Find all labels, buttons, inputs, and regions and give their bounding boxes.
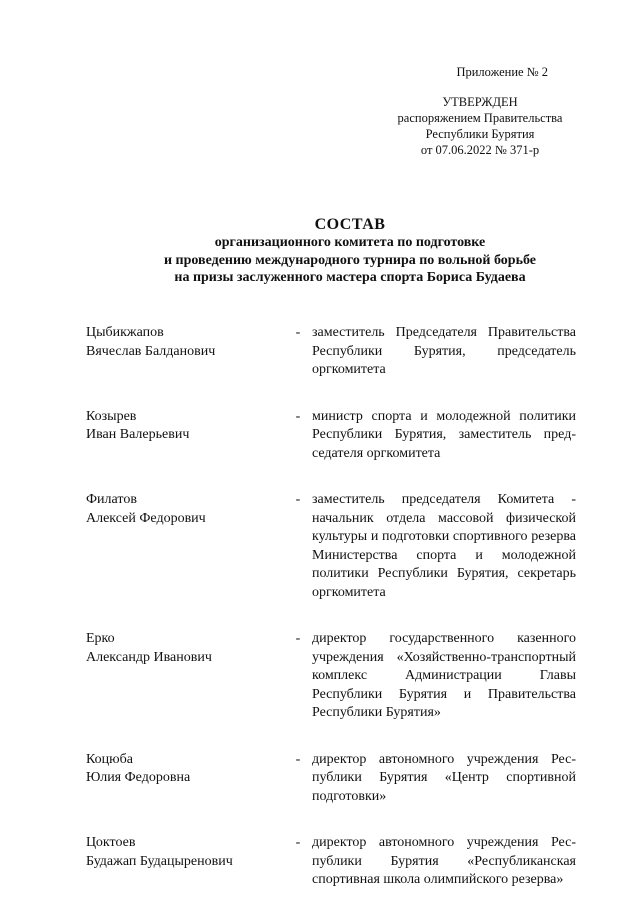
title-heading: СОСТАВ: [314, 216, 386, 233]
member-entry: [86, 751, 576, 807]
member-given-names: Иван Валерьевич: [86, 427, 190, 442]
member-role: заместитель председателя Комитета - начальник отдела массовой физической культуры и подготовки спортивного резерва Министерства спорта и молодежной политики Республики Бурятия, секретарь оргкомитета: [312, 492, 576, 600]
member-role: министр спорта и молодежной политики Республики Бурятия, заместитель председателя оргкомитета: [312, 408, 576, 461]
member-name: [86, 751, 284, 807]
member-given-names: Вячеслав Балданович: [86, 343, 216, 359]
member-role: директор автономного учреждения Республики Бурятия «Республиканская спортивная школа олимпийского резерва»: [312, 835, 576, 887]
committee-member-list: [86, 324, 576, 918]
member-name: [86, 630, 284, 723]
member-surname: Цоктоев: [86, 835, 136, 850]
member-given-names: Будажап Будацыренович: [86, 853, 233, 869]
approved-by-line-1: распоряжением Правительства: [397, 111, 563, 125]
member-role: директор автономного учреждения Республики Бурятия «Центр спортивной подготовки»: [312, 751, 576, 804]
member-surname: Коцюба: [86, 751, 133, 767]
member-given-names: Александр Иванович: [86, 649, 212, 665]
member-dash: -: [295, 835, 301, 850]
member-role: директор государственного казенного учреждения «Хозяйственно-транспортный комплекс Администрации Главы Республики Бурятия и Правительства Республики Бурятия»: [312, 631, 576, 720]
member-dash: -: [295, 631, 301, 646]
member-surname: Ерко: [86, 631, 115, 646]
appendix-number: Приложение № 2: [456, 65, 548, 79]
member-entry: [86, 491, 576, 602]
member-name: [86, 834, 284, 890]
member-entry: [86, 408, 576, 464]
member-name: [86, 408, 284, 464]
title-line-3: на призы заслуженного мастера спорта Бориса Будаева: [174, 270, 526, 285]
member-dash: -: [295, 492, 301, 507]
member-given-names: Юлия Федоровна: [86, 770, 191, 785]
member-surname: Цыбикжапов: [86, 325, 164, 340]
approved-by-line-2: Республики Бурятия: [425, 127, 535, 141]
member-entry: [86, 834, 576, 890]
member-dash: -: [295, 325, 301, 340]
member-name: [86, 491, 284, 602]
title-line-1: организационного комитета по подготовке: [214, 235, 486, 250]
member-entry: [86, 630, 576, 723]
approval-date: от 07.06.2022 № 371-р: [420, 143, 540, 157]
member-given-names: Алексей Федорович: [86, 510, 206, 526]
member-entry: [86, 324, 576, 380]
title-line-2: и проведению международного турнира по вольной борьбе: [163, 252, 537, 268]
approval-stamp: [360, 64, 600, 158]
approved-label: УТВЕРЖДЕН: [442, 95, 518, 109]
member-surname: Козырев: [86, 408, 137, 424]
member-dash: -: [295, 408, 301, 424]
document-title: [60, 216, 640, 287]
member-name: [86, 324, 284, 380]
member-role: заместитель Председателя Правительства Республики Бурятия, председатель оргкомитета: [312, 325, 576, 377]
member-dash: -: [295, 751, 301, 767]
member-surname: Филатов: [86, 492, 137, 507]
